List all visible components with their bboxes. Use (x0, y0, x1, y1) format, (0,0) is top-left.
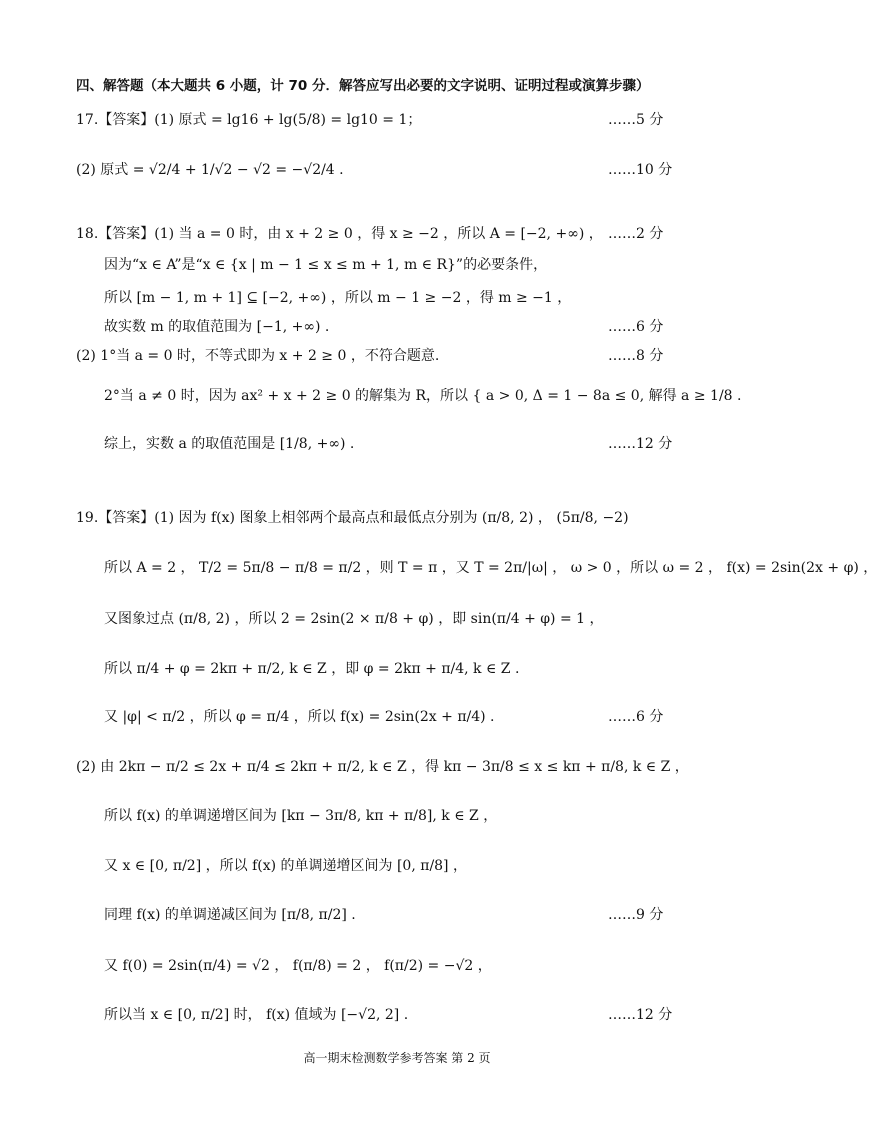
answer-line: 所以 f(x) 的单调递增区间为 [kπ − 3π/8, kπ + π/8], k ∈ Z ， (104, 808, 498, 824)
score-mark: ……12 分 (608, 1007, 673, 1023)
answer-line: (2) 1°当 a = 0 时，不等式即为 x + 2 ≥ 0 ，不符合题意. (76, 348, 440, 364)
page-footer: 高一期末检测数学参考答案 第 2 页 (303, 1051, 491, 1065)
answer-line: 19.【答案】(1) 因为 f(x) 图象上相邻两个最高点和最低点分别为 (π/8, 2) ， (5π/8, −2) (76, 510, 629, 526)
answer-line: (2) 原式 = √2/4 + 1/√2 − √2 = −√2/4 . (76, 162, 344, 178)
score-mark: ……8 分 (608, 348, 664, 364)
answer-line: (2) 由 2kπ − π/2 ≤ 2x + π/4 ≤ 2kπ + π/2, k ∈ Z ，得 kπ − 3π/8 ≤ x ≤ kπ + π/8, k ∈ Z ， (76, 759, 689, 775)
answer-line: 又 f(0) = 2sin(π/4) = √2 ， f(π/8) = 2 ， f(π/2) = −√2 ， (104, 958, 492, 974)
score-mark: ……5 分 (608, 112, 664, 128)
answer-line: 故实数 m 的取值范围为 [−1, +∞) . (104, 319, 330, 335)
answer-line: 因为“x ∈ A”是“x ∈ {x | m − 1 ≤ x ≤ m + 1, m ∈ R}”的必要条件， (104, 257, 548, 273)
answer-line: 所以 [m − 1, m + 1] ⊆ [−2, +∞) ，所以 m − 1 ≥ −2 ，得 m ≥ −1 ， (104, 290, 572, 306)
answer-line: 所以 π/4 + φ = 2kπ + π/2, k ∈ Z ，即 φ = 2kπ + π/4, k ∈ Z . (104, 661, 520, 677)
answer-line: 综上，实数 a 的取值范围是 [1/8, +∞) . (104, 436, 355, 452)
answer-line: 又 |φ| < π/2 ，所以 φ = π/4 ，所以 f(x) = 2sin(2x + π/4) . (104, 709, 495, 725)
answer-line: 18.【答案】(1) 当 a = 0 时，由 x + 2 ≥ 0 ，得 x ≥ −2 ，所以 A = [−2, +∞) ， (76, 226, 603, 242)
score-mark: ……9 分 (608, 907, 664, 923)
answer-line: 所以 A = 2 ， T/2 = 5π/8 − π/8 = π/2 ，则 T = π ，又 T = 2π/|ω| ， ω > 0 ，所以 ω = 2 ， f(x) = 2sin(2x + φ) ， (104, 560, 877, 576)
answer-line: 17.【答案】(1) 原式 = lg16 + lg(5/8) = lg10 = 1； (76, 112, 422, 128)
score-mark: ……12 分 (608, 436, 673, 452)
score-mark: ……6 分 (608, 709, 664, 725)
answer-line: 2°当 a ≠ 0 时，因为 ax² + x + 2 ≥ 0 的解集为 R，所以 { a > 0, Δ = 1 − 8a ≤ 0, 解得 a ≥ 1/8 . (104, 388, 742, 404)
score-mark: ……2 分 (608, 226, 664, 242)
answer-line: 同理 f(x) 的单调递减区间为 [π/8, π/2] . (104, 907, 356, 923)
section-title: 四、解答题（本大题共 6 小题，计 70 分．解答应写出必要的文字说明、证明过程或演算步骤） (76, 78, 650, 94)
score-mark: ……10 分 (608, 162, 673, 178)
answer-line: 又图象过点 (π/8, 2) ，所以 2 = 2sin(2 × π/8 + φ) ，即 sin(π/4 + φ) = 1 ， (104, 611, 604, 627)
answer-line: 所以当 x ∈ [0, π/2] 时， f(x) 值域为 [−√2, 2] . (104, 1007, 409, 1023)
answer-line: 又 x ∈ [0, π/2] ，所以 f(x) 的单调递增区间为 [0, π/8] ， (104, 858, 467, 874)
score-mark: ……6 分 (608, 319, 664, 335)
